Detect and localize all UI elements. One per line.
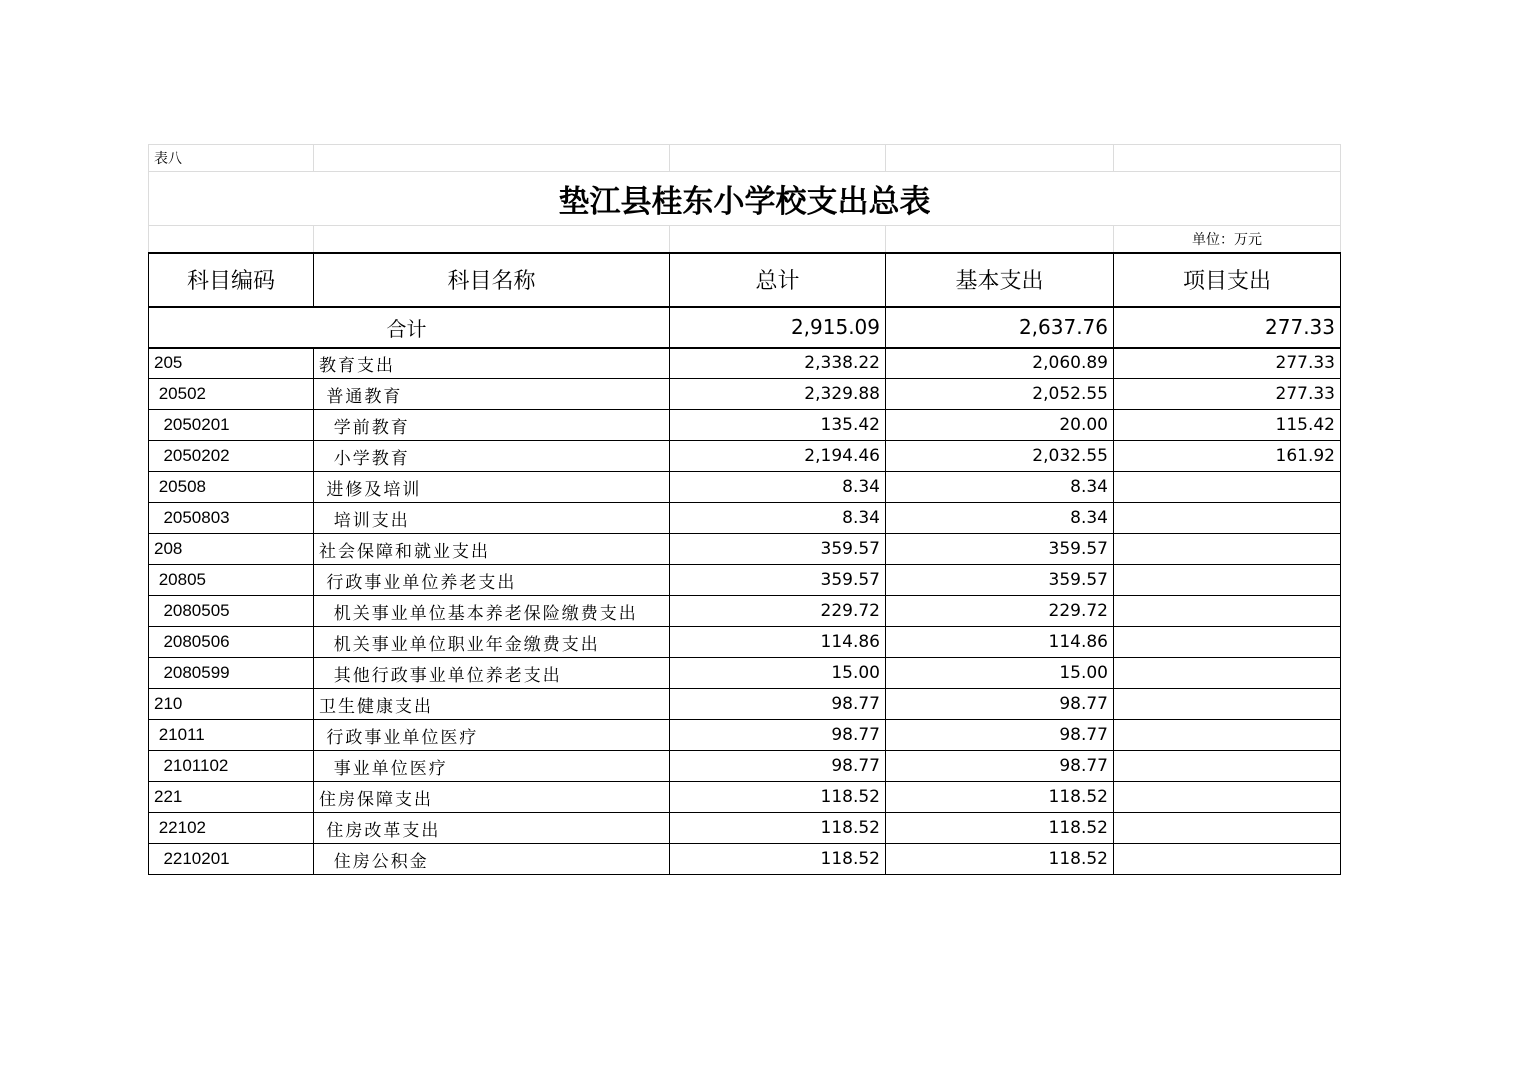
- row-code: 2050201: [149, 410, 314, 441]
- table-row: [149, 782, 1341, 813]
- row-name: 行政事业单位医疗: [314, 720, 670, 751]
- total-total: 2,915.09: [670, 307, 886, 348]
- row-name: 住房改革支出: [314, 813, 670, 844]
- table-row: [149, 720, 1341, 751]
- row-total: 2,329.88: [670, 379, 886, 410]
- row-project: [1114, 627, 1341, 658]
- total-basic: 2,637.76: [886, 307, 1114, 348]
- row-code: 2080599: [149, 658, 314, 689]
- table-row: [149, 379, 1341, 410]
- row-total: 359.57: [670, 565, 886, 596]
- table-row: [149, 751, 1341, 782]
- row-project: [1114, 782, 1341, 813]
- row-project: [1114, 503, 1341, 534]
- row-basic: 98.77: [886, 689, 1114, 720]
- row-total: 118.52: [670, 813, 886, 844]
- row-code: 20502: [149, 379, 314, 410]
- row-total: 98.77: [670, 751, 886, 782]
- header-project: 项目支出: [1114, 253, 1341, 307]
- row-total: 114.86: [670, 627, 886, 658]
- row-basic: 118.52: [886, 813, 1114, 844]
- row-total: 229.72: [670, 596, 886, 627]
- row-project: [1114, 565, 1341, 596]
- row-project: [1114, 596, 1341, 627]
- row-code: 2080505: [149, 596, 314, 627]
- row-name: 机关事业单位基本养老保险缴费支出: [314, 596, 670, 627]
- row-total: 135.42: [670, 410, 886, 441]
- row-name: 社会保障和就业支出: [314, 534, 670, 565]
- table-row: [149, 658, 1341, 689]
- row-project: [1114, 844, 1341, 875]
- header-basic: 基本支出: [886, 253, 1114, 307]
- row-name: 进修及培训: [314, 472, 670, 503]
- table-row: [149, 472, 1341, 503]
- total-row: [149, 307, 1341, 348]
- row-code: 20805: [149, 565, 314, 596]
- table-row: [149, 348, 1341, 379]
- total-project: 277.33: [1114, 307, 1341, 348]
- row-code: 205: [149, 348, 314, 379]
- row-basic: 229.72: [886, 596, 1114, 627]
- row-code: 20508: [149, 472, 314, 503]
- header-code: 科目编码: [149, 253, 314, 307]
- row-basic: 118.52: [886, 844, 1114, 875]
- table-row: [149, 627, 1341, 658]
- row-project: [1114, 472, 1341, 503]
- table-row: [149, 410, 1341, 441]
- row-basic: 98.77: [886, 751, 1114, 782]
- row-basic: 2,032.55: [886, 441, 1114, 472]
- row-project: [1114, 658, 1341, 689]
- row-project: 277.33: [1114, 379, 1341, 410]
- row-name: 机关事业单位职业年金缴费支出: [314, 627, 670, 658]
- header-name: 科目名称: [314, 253, 670, 307]
- row-total: 2,194.46: [670, 441, 886, 472]
- row-total: 118.52: [670, 782, 886, 813]
- row-code: 2080506: [149, 627, 314, 658]
- row-code: 2050803: [149, 503, 314, 534]
- row-name: 行政事业单位养老支出: [314, 565, 670, 596]
- title-row: [149, 172, 1341, 226]
- row-code: 2101102: [149, 751, 314, 782]
- row-project: [1114, 689, 1341, 720]
- table-row: [149, 813, 1341, 844]
- row-name: 普通教育: [314, 379, 670, 410]
- expenditure-table: [148, 144, 1341, 875]
- row-name: 事业单位医疗: [314, 751, 670, 782]
- row-basic: 8.34: [886, 503, 1114, 534]
- table-row: [149, 596, 1341, 627]
- row-basic: 114.86: [886, 627, 1114, 658]
- row-code: 221: [149, 782, 314, 813]
- row-code: 2050202: [149, 441, 314, 472]
- row-basic: 98.77: [886, 720, 1114, 751]
- row-basic: 20.00: [886, 410, 1114, 441]
- row-name: 卫生健康支出: [314, 689, 670, 720]
- row-code: 210: [149, 689, 314, 720]
- header-row: [149, 253, 1341, 307]
- page-title: 垫江县桂东小学校支出总表: [149, 172, 1341, 226]
- row-basic: 359.57: [886, 565, 1114, 596]
- row-total: 359.57: [670, 534, 886, 565]
- row-project: 115.42: [1114, 410, 1341, 441]
- table-row: [149, 534, 1341, 565]
- header-total: 总计: [670, 253, 886, 307]
- unit-label: 单位：万元: [1114, 226, 1341, 253]
- table-row: [149, 844, 1341, 875]
- row-name: 培训支出: [314, 503, 670, 534]
- row-name: 住房保障支出: [314, 782, 670, 813]
- row-name: 小学教育: [314, 441, 670, 472]
- row-project: 277.33: [1114, 348, 1341, 379]
- table-number: 表八: [149, 145, 314, 172]
- row-project: [1114, 534, 1341, 565]
- row-total: 15.00: [670, 658, 886, 689]
- row-total: 2,338.22: [670, 348, 886, 379]
- row-basic: 2,052.55: [886, 379, 1114, 410]
- row-name: 住房公积金: [314, 844, 670, 875]
- row-project: [1114, 751, 1341, 782]
- row-project: [1114, 813, 1341, 844]
- row-name: 其他行政事业单位养老支出: [314, 658, 670, 689]
- row-code: 2210201: [149, 844, 314, 875]
- row-project: 161.92: [1114, 441, 1341, 472]
- row-project: [1114, 720, 1341, 751]
- row-basic: 2,060.89: [886, 348, 1114, 379]
- unit-row: [149, 226, 1341, 253]
- table-row: [149, 441, 1341, 472]
- table-row: [149, 565, 1341, 596]
- row-total: 8.34: [670, 472, 886, 503]
- total-label: 合计: [149, 307, 670, 348]
- table-row: [149, 689, 1341, 720]
- row-total: 8.34: [670, 503, 886, 534]
- row-name: 学前教育: [314, 410, 670, 441]
- row-total: 98.77: [670, 720, 886, 751]
- row-total: 118.52: [670, 844, 886, 875]
- row-code: 22102: [149, 813, 314, 844]
- row-basic: 8.34: [886, 472, 1114, 503]
- table-row: [149, 503, 1341, 534]
- row-code: 21011: [149, 720, 314, 751]
- row-basic: 15.00: [886, 658, 1114, 689]
- row-total: 98.77: [670, 689, 886, 720]
- row-basic: 359.57: [886, 534, 1114, 565]
- row-basic: 118.52: [886, 782, 1114, 813]
- row-name: 教育支出: [314, 348, 670, 379]
- row-code: 208: [149, 534, 314, 565]
- table-number-row: [149, 145, 1341, 172]
